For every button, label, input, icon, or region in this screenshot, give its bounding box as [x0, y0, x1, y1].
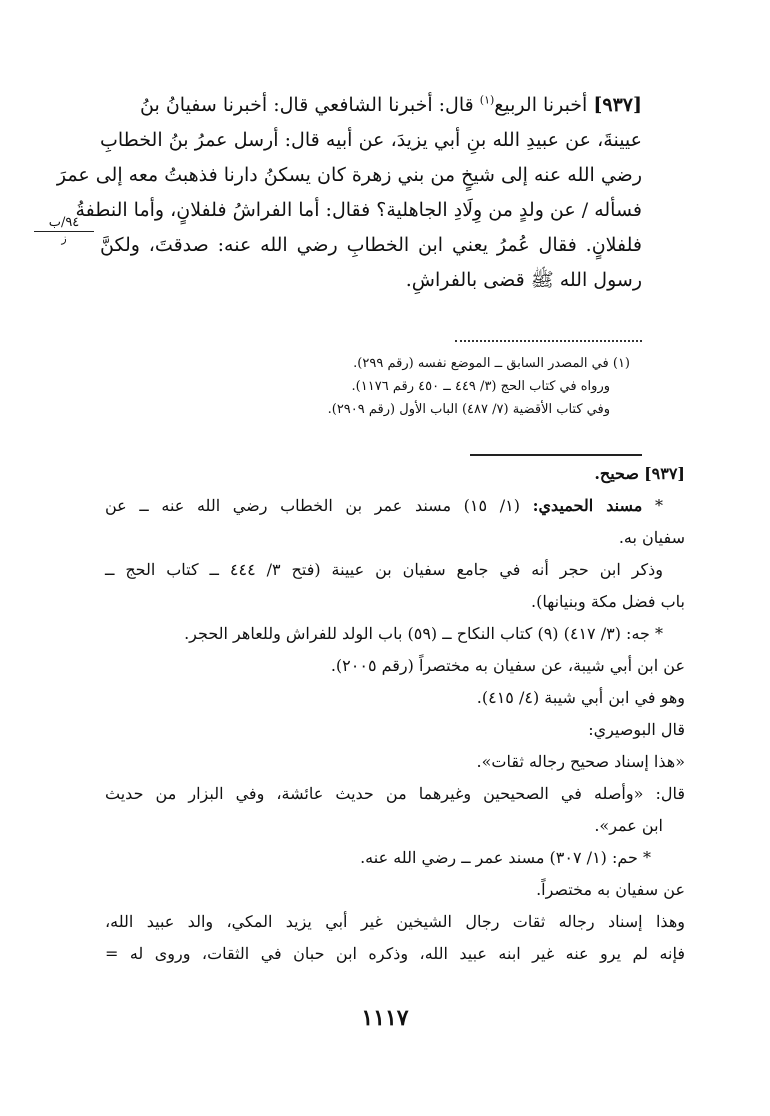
commentary-heading [105, 458, 685, 490]
commentary-number: [٩٣٧] [644, 464, 685, 483]
hadith-line-1 [100, 88, 642, 123]
footnote-separator [455, 340, 642, 342]
hadith-line-4: فسأله / عن ولدٍ من وِلَادِ الجاهلية؟ فقال: أما الفراشُ فلفلانٍ، وأما النطفةُ [75, 199, 642, 221]
commentary-line: قال البوصيري: [588, 720, 685, 739]
commentary-line [105, 490, 685, 522]
hadith-line-6: رسول الله ﷺ قضى بالفراشِ. [405, 269, 642, 291]
hadith-line-5: فلفلانٍ. فقال عُمرُ يعني ابن الخطابِ رضي الله عنه: صدقتَ، ولكنَّ [100, 234, 642, 256]
source-detail: (١/ ١٥) مسند عمر بن الخطاب رضي الله عنه ــ عن [105, 496, 520, 515]
margin-note-folio: ٩٤/ب [34, 215, 94, 232]
commentary-line: قال: «وأصله في الصحيحين وغيرهما من حديث عائشة، وفي البزار من حديث [105, 784, 685, 803]
commentary-line: سفيان به. [618, 528, 685, 547]
commentary-line: فإنه لم يرو عنه غير ابنه عبيد الله، وذكره ابن حبان في الثقات، وروى له = [105, 944, 685, 963]
hadith-line-1-b: قال: أخبرنا الشافعي قال: أخبرنا سفيانُ بنُ [140, 94, 474, 116]
source-title: مسند الحميدي: [532, 496, 643, 515]
commentary-line: وذكر ابن حجر أنه في جامع سفيان بن عيينة (فتح ٣/ ٤٤٤ ــ كتاب الحج ــ [105, 560, 664, 579]
commentary-line: * حم: (١/ ٣٠٧) مسند عمر ــ رضي الله عنه. [360, 848, 651, 867]
hadith-number: [٩٣٧] [593, 94, 642, 116]
commentary-line: ابن عمر». [594, 816, 663, 835]
commentary-line: عن ابن أبي شيبة، عن سفيان به مختصراً (رقم ٢٠٠٥). [330, 656, 685, 675]
commentary-line: وهذا إسناد رجاله ثقات رجال الشيخين غير أبي يزيد المكي، والد عبيد الله، [105, 912, 685, 931]
hadith-line-2: عيينةَ، عن عبيدِ الله بنِ أبي يزيدَ، عن أبيه قال: أرسل عمرُ بنُ الخطابِ [100, 129, 642, 151]
commentary-line: عن سفيان به مختصراً. [536, 880, 685, 899]
commentary-divider [470, 454, 642, 456]
footnote-line: (١) في المصدر السابق ــ الموضع نفسه (رقم ٢٩٩). [353, 356, 630, 371]
footnotes [327, 352, 630, 421]
footnote-line: ورواه في كتاب الحج (٣/ ٤٤٩ ــ ٤٥٠ رقم ١١٧٦). [351, 379, 610, 394]
bullet-star: * [655, 496, 663, 515]
commentary [105, 458, 685, 970]
hadith-line-3: رضي الله عنه إلى شيخٍ من بني زهرة كان يسكنُ دارنا فذهبتُ معه إلى عمرَ [56, 164, 642, 186]
commentary-line: * جه: (٣/ ٤١٧) (٩) كتاب النكاح ــ (٥٩) باب الولد للفراش وللعاهر الحجر. [184, 624, 663, 643]
footnote-ref: (١) [479, 93, 495, 107]
margin-note-siglum: ز [61, 232, 67, 245]
commentary-line: وهو في ابن أبي شيبة (٤/ ٤١٥). [476, 688, 685, 707]
commentary-grade: صحيح. [594, 464, 639, 483]
hadith-line-1-a: أخبرنا الربيع [494, 94, 588, 116]
footnote-line: وفي كتاب الأقضية (٧/ ٤٨٧) الباب الأول (رقم ٢٩٠٩). [327, 402, 610, 417]
page-number: ١١١٧ [361, 1005, 409, 1031]
commentary-line: «هذا إسناد صحيح رجاله ثقات». [476, 752, 685, 771]
commentary-line: باب فضل مكة وبنيانها). [530, 592, 685, 611]
manuscript-margin-note [34, 215, 94, 246]
